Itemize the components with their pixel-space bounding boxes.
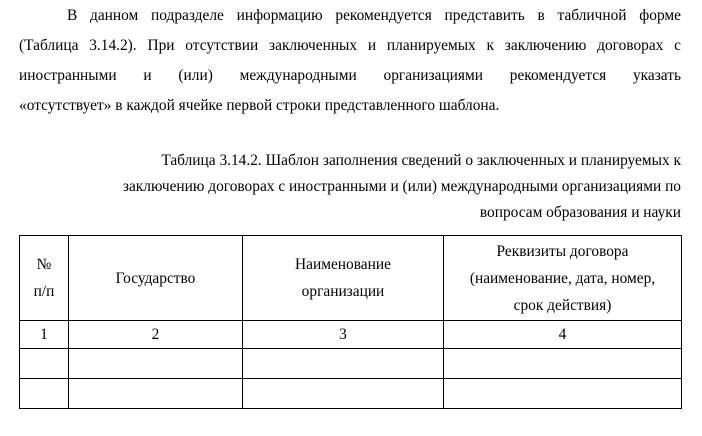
table-caption-line-1: Таблица 3.14.2. Шаблон заполнения сведений о заключенных и планируемых к <box>161 152 681 169</box>
header-cell-contract-details <box>444 236 682 321</box>
header-country-label: Государство <box>115 269 196 287</box>
table-cell <box>243 379 444 409</box>
table-header-row <box>20 236 682 321</box>
paragraph-line-1: В данном подразделе информацию рекомендуется представить в табличной форме <box>67 7 681 24</box>
table-cell <box>20 379 69 409</box>
header-organization-line-1: Наименование <box>295 256 391 273</box>
table-cell <box>69 349 243 379</box>
header-cell-country <box>69 236 243 321</box>
header-organization-line-2: организации <box>301 283 385 300</box>
table-caption-line-2: заключению договорах с иностранными и (или) международными организациями по <box>122 178 681 195</box>
table-cell <box>444 379 682 409</box>
header-cell-organization <box>243 236 444 321</box>
table-cell <box>69 379 243 409</box>
header-number-symbol: № <box>36 256 52 273</box>
table-row <box>20 379 682 409</box>
table-cell <box>20 349 69 379</box>
column-number-cell: 2 <box>69 321 243 349</box>
column-number-cell: 3 <box>243 321 444 349</box>
header-contract-line-2: (наименование, дата, номер, <box>469 269 656 287</box>
header-cell-number <box>20 236 69 321</box>
table-cell <box>444 349 682 379</box>
table-caption-line-3: вопросам образования и науки <box>479 204 681 221</box>
table-cell <box>243 349 444 379</box>
paragraph-line-3: иностранными и (или) международными организациями рекомендуется указать <box>19 67 681 84</box>
template-table <box>19 235 682 409</box>
paragraph-line-2: (Таблица 3.14.2). При отсутствии заключенных и планируемых к заключению договорах с <box>19 37 681 54</box>
header-contract-line-3: срок действия) <box>513 296 612 314</box>
header-number-pp: п/п <box>33 283 55 300</box>
paragraph-line-4: «отсутствует» в каждой ячейке первой строки представленного шаблона. <box>19 97 500 114</box>
header-contract-line-1: Реквизиты договора <box>496 242 629 260</box>
column-number-cell: 1 <box>20 321 69 349</box>
table-row <box>20 349 682 379</box>
column-number-cell: 4 <box>444 321 682 349</box>
table-number-row <box>20 321 682 349</box>
